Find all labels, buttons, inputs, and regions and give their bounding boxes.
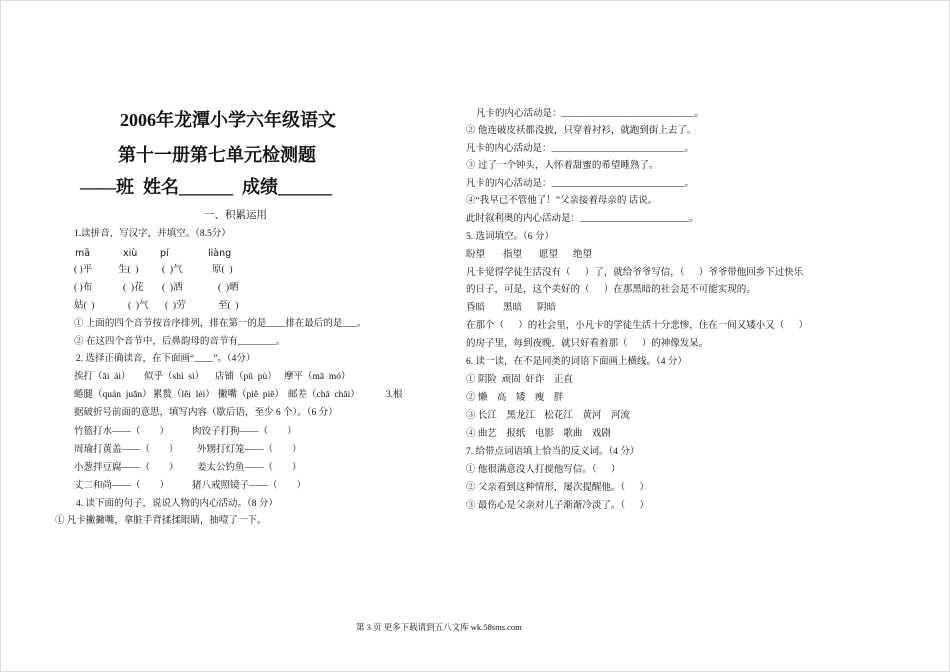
fill-in-sentence: 的日子，可是，这个美好的（ ）在那黑暗的社会是不可能实现的。: [466, 285, 756, 295]
char-blank: 至( ): [218, 301, 239, 311]
question-4-sentence: ① 凡卡撇撇嘴，拿脏手背揉揉眼睛，抽噎了一下。: [55, 516, 267, 526]
fill-in-sentence: 凡卡觉得学徒生活没有（ ）了，就给爷爷写信，（ ）爷爷带他回乡下过快乐: [466, 268, 804, 278]
question-2-prompt: 2. 选择正确读音，在下面画“____”。（4分）: [76, 354, 256, 364]
pronunciation-choice: 蜷腿（quán juǎn）: [74, 390, 152, 400]
fill-in-sentence: 在那个（ ）的社会里，小凡卡的学徒生活十分悲惨，住在一间又矮小又（ ）: [466, 321, 809, 331]
word-choice: 昏暗: [466, 303, 486, 313]
char-blank: ( )气: [128, 301, 149, 311]
xiehouyu-item: 丈二和尚——（ ）: [74, 481, 170, 491]
pronunciation-choice: 撇嘴（piě piē）: [218, 390, 284, 400]
student-info-line: ——班 姓名______ 成绩______: [80, 177, 332, 197]
pinyin-syllable: mā: [75, 248, 91, 259]
question-4-answer-line: 此时叙利奥的内心活动是：_______________________。: [466, 214, 699, 224]
antonym-item: ② 父亲看到这种情形，屡次提醒他。（ ）: [466, 483, 649, 493]
question-4-sentence: ④“我早已不管他了！”父亲接着母亲的 话说。: [466, 196, 658, 206]
question-6-prompt: 6. 读一读，在不是同类的词语下面画上横线。（4 分）: [466, 357, 687, 367]
word-choice: 绝望: [573, 250, 593, 260]
antonym-item: ③ 最伤心是父亲对儿子渐渐冷淡了。（ ）: [466, 501, 649, 511]
word-group: ② 懒 高 矮 瘦 胖: [466, 393, 564, 403]
page-footer: 第 3 页 更多下载请到五八文库 wk.58sms.com: [356, 622, 522, 632]
xiehouyu-item: 周瑜打黄盖——（ ）: [74, 445, 179, 455]
xiehouyu-item: 肉饺子打狗——（ ）: [192, 427, 297, 437]
question-3-prompt-start: 3.根: [386, 390, 403, 400]
char-blank: ( )花: [123, 283, 144, 293]
question-4-answer-line: 凡卡的内心活动是：____________________________。: [466, 179, 695, 189]
pronunciation-choice: 累赘（lěi léi）: [153, 390, 215, 400]
word-group: ③ 长江 黑龙江 松花江 黄河 河流: [466, 411, 630, 421]
pronunciation-choice: 挨打（āi ái）: [74, 372, 131, 382]
word-choice: 盼望: [466, 250, 486, 260]
xiehouyu-item: 小葱拌豆腐——（ ）: [74, 463, 179, 473]
word-choice: 阴暗: [537, 303, 557, 313]
question-1-prompt: 1.读拼音，写汉字，并填空。（8.5分）: [74, 229, 231, 239]
char-blank: 生( ): [118, 265, 139, 275]
question-4-prompt: 4. 读下面的句子，说说人物的内心活动。（8 分）: [76, 499, 278, 509]
word-choice: 黑暗: [503, 303, 523, 313]
xiehouyu-item: 猪八戒照镜子——（ ）: [192, 481, 307, 491]
xiehouyu-item: 外甥打灯笼——（ ）: [197, 445, 302, 455]
question-1-sub: ① 上面的四个音节按音序排列，排在第一的是____排在最后的是___。: [74, 319, 367, 329]
char-blank: ( )劳: [165, 301, 186, 311]
fill-in-sentence: 的房子里，每到夜晚，就只好看着那（ ）的神像发呆。: [466, 339, 709, 349]
char-blank: ( )气: [162, 265, 183, 275]
pronunciation-choice: 邮差（chā chāi）: [288, 390, 360, 400]
char-blank: 姑( ): [74, 301, 95, 311]
pinyin-syllable: xiù: [123, 248, 138, 259]
xiehouyu-item: 姜太公钓鱼——（ ）: [197, 463, 302, 473]
exam-title-line2: 第十一册第七单元检测题: [118, 145, 316, 165]
question-3-prompt: 据破折号前面的意思，填写内容（歇后语，至少 6 个）。（6 分）: [74, 408, 338, 418]
question-1-sub: ② 在这四个音节中，后鼻韵母的音节有________。: [74, 337, 286, 347]
char-blank: ( )布: [74, 283, 93, 293]
exam-title-line1: 2006年龙潭小学六年级语文: [120, 110, 336, 130]
char-blank: ( )平: [74, 265, 93, 275]
word-choice: 愿望: [539, 250, 559, 260]
question-4-sentence: ③ 过了一个钟头，人怀着甜蜜的希望睡熟了。: [466, 161, 659, 171]
char-blank: 原( ): [212, 265, 233, 275]
pinyin-syllable: pí: [160, 248, 169, 259]
question-5-prompt: 5. 选词填空。（6 分）: [466, 232, 554, 242]
char-blank: ( )洒: [162, 283, 183, 293]
word-choice: 指望: [503, 250, 523, 260]
pinyin-syllable: liàng: [208, 248, 232, 259]
word-group: ④ 曲艺 报纸 电影 歌曲 戏剧: [466, 429, 611, 439]
xiehouyu-item: 竹篮打水——（ ）: [74, 427, 170, 437]
word-group: ① 阴险 顽固 奸诈 正直: [466, 375, 573, 385]
section-heading: 一、积累运用: [204, 210, 267, 221]
question-4-answer-line: 凡卡的内心活动是：____________________________。: [476, 109, 705, 119]
antonym-item: ① 他很满意没人打搅他写信。（ ）: [466, 465, 621, 475]
char-blank: ( )晒: [218, 283, 239, 293]
pronunciation-choice: 店铺（pū pù）: [215, 372, 277, 382]
question-7-prompt: 7. 给带点词语填上恰当的反义词。（4 分）: [466, 447, 640, 457]
pronunciation-choice: 似乎（shì sì）: [144, 372, 205, 382]
question-4-sentence: ② 他连破皮袄都没披，只穿着衬衫，就跑到街上去了。: [466, 126, 697, 136]
pronunciation-choice: 摩平（mā mó）: [284, 372, 351, 382]
question-4-answer-line: 凡卡的内心活动是：____________________________。: [466, 144, 695, 154]
